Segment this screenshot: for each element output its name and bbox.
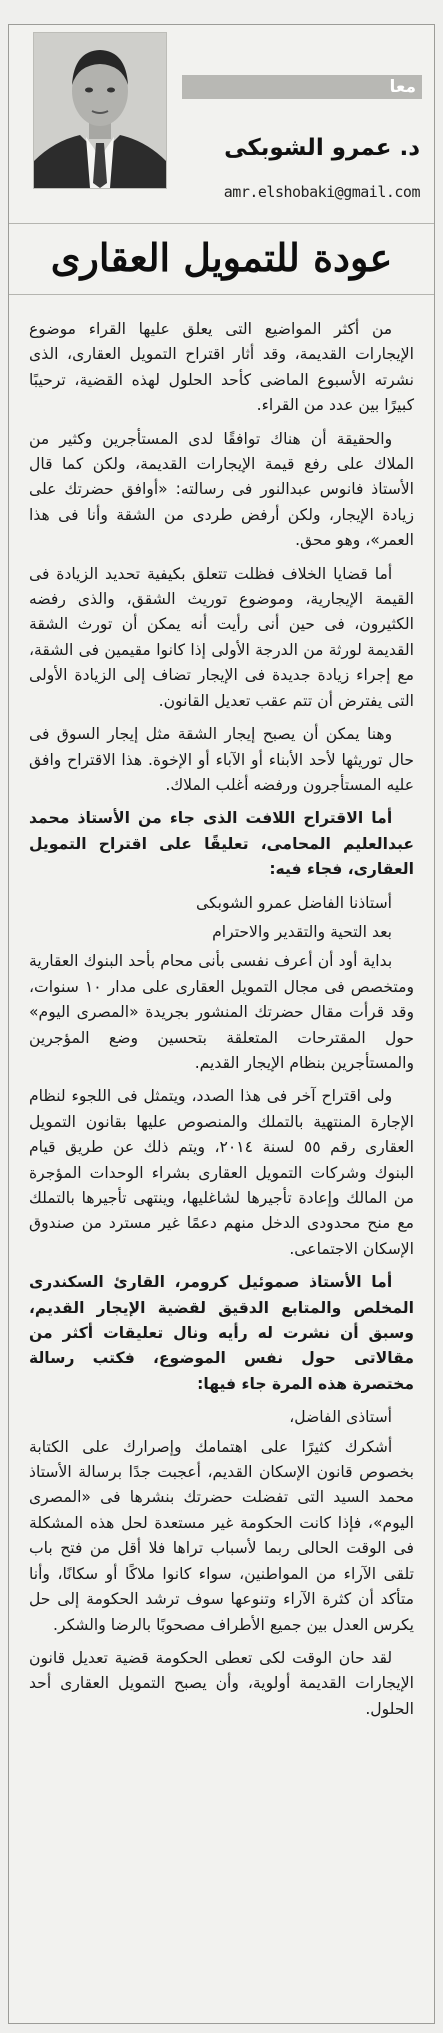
- letter-salutation: أستاذى الفاضل،: [289, 1408, 392, 1427]
- author-photo: [33, 32, 167, 189]
- paragraph: بداية أود أن أعرف نفسى بأنى محام بأحد البنوك العقارية ومتخصص فى مجال التمويل العقارى على مدار ١٠ سنوات، وقد قرأت مقال حضرتك المنشور بجريدة «المصرى اليوم» حول المقترحات المتعلقة بتحسين وضع المؤجرين والمستأجرين بنظام الإيجار القديم.: [29, 952, 414, 1072]
- article-body: [9, 295, 434, 1722]
- section-tag: معا: [389, 77, 416, 97]
- column-frame: [8, 24, 435, 2024]
- paragraph: أما الأستاذ صموئيل كرومر، القارئ السكندرى المخلص والمتابع الدقيق لقضية الإيجار القديم، وسبق أن نشرت له رأيه ونال تعليقات أكثر من مقالاتى حول نفس الموضوع، فكتب رسالة مختصرة هذه المرة جاء فيها:: [29, 1273, 414, 1393]
- letter-greeting: بعد التحية والتقدير والاحترام: [212, 922, 392, 941]
- section-tag-bar: [182, 75, 422, 99]
- paragraph: أما قضايا الخلاف فظلت تتعلق بكيفية تحديد الزيادة فى القيمة الإيجارية، وموضوع توريث الشقق، والذى رفضه الكثيرون، فى حين أنى رأيت أنه يمكن أن تورث الشقة القديمة لورثة من الدرجة الأولى إذا كانوا مقيمين فى الشقة، مع إجراء زيادة جديدة فى الإيجار تضاف إلى الزيادة الأولى التى يفترض أن تتم عقب تعديل القانون.: [29, 564, 414, 710]
- paragraph: أما الاقتراح اللافت الذى جاء من الأستاذ محمد عبدالعليم المحامى، تعليقًا على اقتراح التمويل العقارى، فجاء فيه:: [29, 809, 414, 879]
- article-headline: عودة للتمويل العقارى: [50, 235, 393, 280]
- author-email[interactable]: amr.elshobaki@gmail.com: [223, 183, 420, 201]
- paragraph: أشكرك كثيرًا على اهتمامك وإصرارك على الكتابة بخصوص قانون الإسكان القديم، أعجبت جدًا برسالة الأستاذ محمد السيد التى تفضلت حضرتك بنشرها فى «المصرى اليوم»، فإذا كانت الحكومة غير مستعدة لحل هذه المشكلة فى الوقت الحالى ربما لأسباب تراها فلا أقل من فتح باب تلقى الآراء من المواطنين، سواء كانوا ملاكًا أو سكانًا، وأنا متأكد أن كثرة الآراء وتنوعها سوف ترشد الحكومة إلى حل يكرس العدل بين جميع الأطراف مصحوبًا بالرضا والشكر.: [29, 1437, 414, 1634]
- paragraph: والحقيقة أن هناك توافقًا لدى المستأجرين وكثير من الملاك على رفع قيمة الإيجارات القديمة، ولكن كما قال الأستاذ فانوس عبدالنور فى رسالته: «أوافق حضرتك على زيادة الإيجار، ولكن أرفض طردى من الشقة وأنا فى هذا العمر»، وهو محق.: [29, 429, 414, 550]
- author-portrait-image: [34, 33, 166, 188]
- paragraph: وهنا يمكن أن يصبح إيجار الشقة مثل إيجار السوق فى حال توريثها لأحد الأبناء أو الآباء أو الإخوة. هذا الاقتراح وافق عليه المستأجرون ورفضه أغلب الملاك.: [29, 725, 414, 794]
- paragraph: من أكثر المواضيع التى يعلق عليها القراء موضوع الإيجارات القديمة، وقد أثار اقتراح التمويل العقارى، الذى نشرته الأسبوع الماضى كأحد الحلول لهذه القضية، ترحيبًا كبيرًا بين عدد من القراء.: [29, 320, 414, 415]
- column-header: [9, 25, 434, 224]
- author-name: د. عمرو الشوبكى: [224, 135, 420, 161]
- paragraph: لقد حان الوقت لكى تعطى الحكومة قضية تعديل قانون الإيجارات القديمة أولوية، وأن يصبح التمويل العقارى أحد الحلول.: [29, 1648, 414, 1718]
- paragraph: ولى اقتراح آخر فى هذا الصدد، ويتمثل فى اللجوء لنظام الإجارة المنتهية بالتملك والمنصوص عليها بقانون التمويل العقارى رقم ٥٥ لسنة ٢٠١٤، ويتم ذلك عن طريق قيام البنوك وشركات التمويل العقارى بشراء الوحدات المؤجرة من المالك وإعادة تأجيرها لشاغليها، وينتهى تأجيرها بالتملك مع منح محدودى الدخل منهم دعمًا غير مسترد من صندوق الإسكان الاجتماعى.: [29, 1087, 414, 1258]
- headline-area: [9, 224, 434, 295]
- letter-salutation: أستاذنا الفاضل عمرو الشوبكى: [196, 893, 392, 912]
